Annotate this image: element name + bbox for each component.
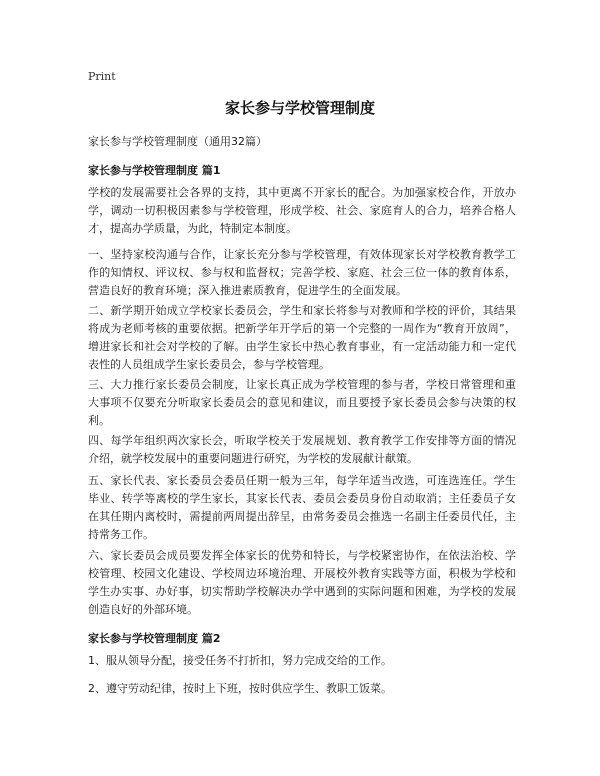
- list-item: 1、服从领导分配，接受任务不打折扣，努力完成交给的工作。: [88, 654, 392, 667]
- paragraph-item-4: 四、每学年组织两次家长会，听取学校关于发展规划、教育教学工作安排等方面的情况介绍，就学校发展中的重要问题进行研究，为学校的发展献计献策。: [88, 434, 516, 465]
- section-heading-1: 家长参与学校管理制度 篇1: [88, 164, 221, 177]
- paragraph-item-6: 六、家长委员会成员要发挥全体家长的优势和特长，与学校紧密协作，在依法治校、学校管理、校园文化建设、学校周边环境治理、开展校外教育实践等方面，积极为学校和学生办实事、办好事，切实帮助学校解决办学中遇到的实际问题和困难，为学校的发展创造良好的外部环境。: [88, 549, 516, 616]
- page-title: 家长参与学校管理制度: [224, 99, 375, 117]
- paragraph-intro: 学校的发展需要社会各界的支持，其中更离不开家长的配合。为加强家校合作，开放办学，调动一切积极因素参与学校管理，形成学校、社会、家庭育人的合力，培养合格人才，提高办学质量，为此，特制定本制度。: [88, 186, 516, 235]
- section-heading-2: 家长参与学校管理制度 篇2: [88, 632, 221, 645]
- list-item: 2、遵守劳动纪律，按时上下班，按时供应学生、教职工饭菜。: [88, 682, 392, 695]
- print-label[interactable]: Print: [88, 70, 116, 83]
- paragraph-item-5: 五、家长代表、家长委员会委员任期一般为三年，每学年适当改选，可连选连任。学生毕业、转学等离校的学生家长，其家长代表、委员会委员身份自动取消；主任委员子女在其任期内离校时，需提前两周提出辞呈，由常务委员会推选一名副主任委员代任，主持常务工作。: [88, 474, 516, 541]
- paragraph-item-3: 三、大力推行家长委员会制度，让家长真正成为学校管理的参与者，学校日常管理和重大事项不仅要充分听取家长委员会的意见和建议，而且要授予家长委员会参与决策的权利。: [88, 378, 516, 427]
- document-subtitle: 家长参与学校管理制度（通用32篇）: [88, 135, 267, 148]
- paragraph-item-2: 二、新学期开始成立学校家长委员会，学生和家长将参与对教师和学校的评价，其结果将成为老师考核的重要依据。把新学年开学后的第一个完整的一周作为“教育开放周”，增进家长和社会对学校的了解。由学生家长中热心教育事业，有一定活动能力和一定代表性的人员组成学生家长委员会，参与学校管理。: [88, 304, 516, 371]
- paragraph-item-1: 一、坚持家校沟通与合作，让家长充分参与学校管理，有效体现家长对学校教育教学工作的知情权、评议权、参与权和监督权；完善学校、家庭、社会三位一体的教育体系，营造良好的教育环境；深入推进素质教育，促进学生的全面发展。: [88, 248, 516, 297]
